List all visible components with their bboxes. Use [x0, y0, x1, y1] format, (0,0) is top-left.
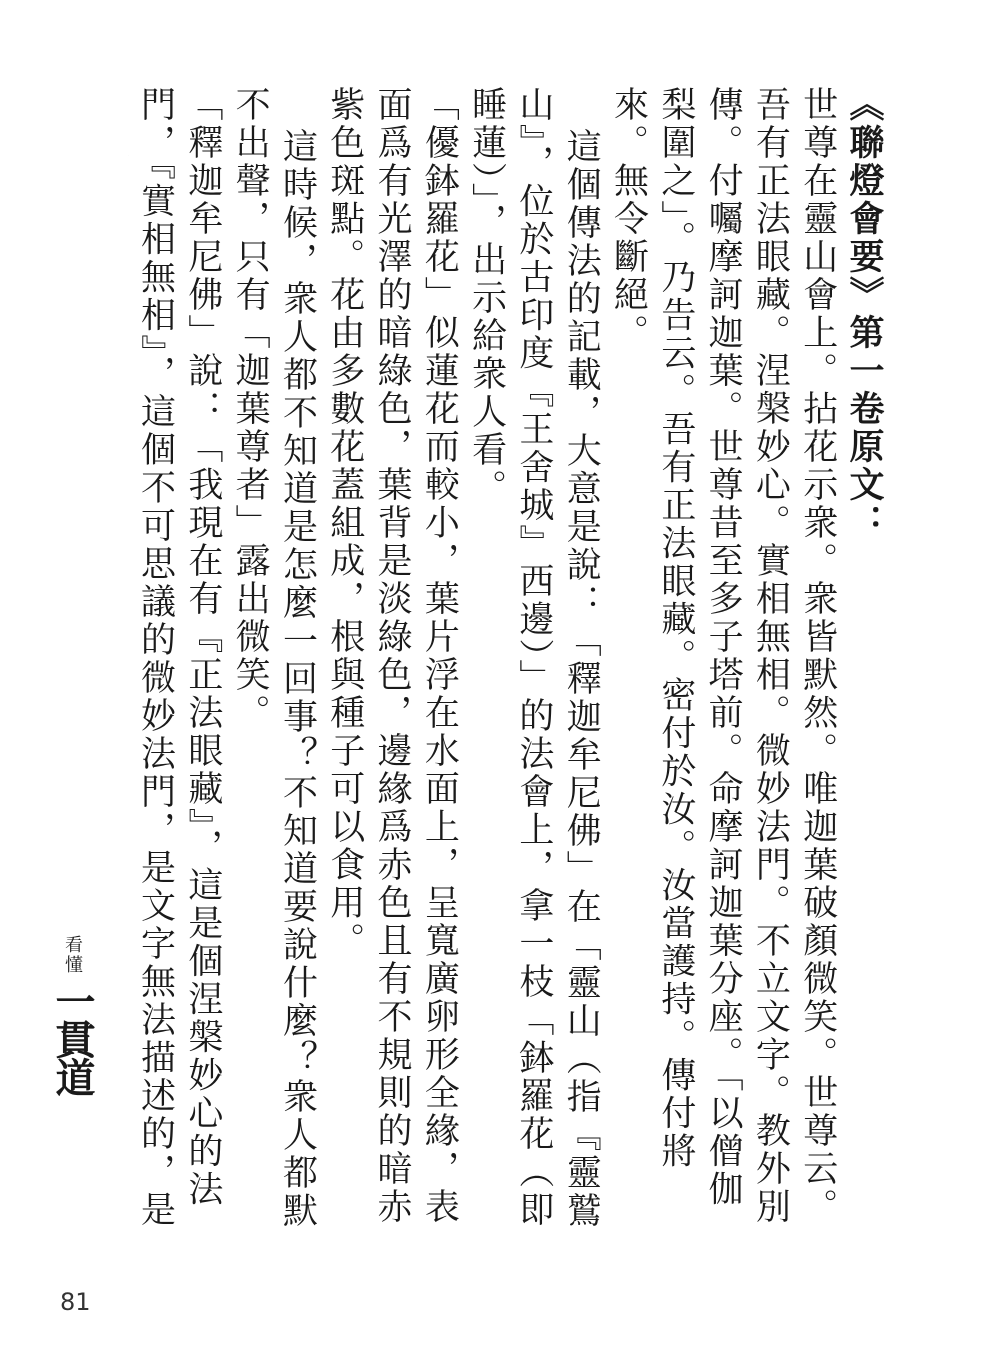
page-number: 81: [60, 1288, 91, 1316]
brand-subtitle: 看懂: [62, 935, 83, 975]
brand-logo: 一貫道: [49, 981, 96, 1095]
body-paragraph: 這時候，衆人都不知道是怎麼一回事？不知道要說什麼？衆人都默不出聲，只有「迦葉尊者」露出微笑。: [230, 86, 318, 1230]
vertical-text-block: [128, 86, 888, 1246]
heading-paragraph: 《聯燈會要》第一卷原文：: [844, 86, 885, 542]
quote-paragraph: 世尊在靈山會上。拈花示衆。衆皆默然。唯迦葉破顏微笑。世尊云。吾有正法眼藏。涅槃妙心。實相無相。微妙法門。不立文字。教外別傳。付囑摩訶迦葉。世尊昔至多子塔前。命摩訶迦葉分座。「以僧伽梨圍之」。乃告云。吾有正法眼藏。密付於汝。汝當護持。傳付將來。無令斷絕。: [608, 86, 838, 1226]
body-paragraph: 「優鉢羅花」似蓮花而較小，葉片浮在水面上，呈寬廣卵形全緣，表面爲有光澤的暗綠色，葉背是淡綠色，邊緣爲赤色且有不規則的暗赤紫色斑點。花由多數花蓋組成，根與種子可以食用。: [324, 86, 460, 1226]
body-paragraph: 「釋迦牟尼佛」說：「我現在有『正法眼藏』，這是個涅槃妙心的法門，『實相無相』，這個不可思議的微妙法門，是文字無法描述的，是: [135, 86, 223, 1229]
body-paragraph: 這個傳法的記載，大意是說：「釋迦牟尼佛」在「靈山（指『靈鷲山』，位於古印度『王舍城』西邊）」的法會上，拿一枝「鉢羅花（即睡蓮）」，出示給衆人看。: [466, 86, 602, 1230]
book-brand: [42, 935, 102, 1095]
